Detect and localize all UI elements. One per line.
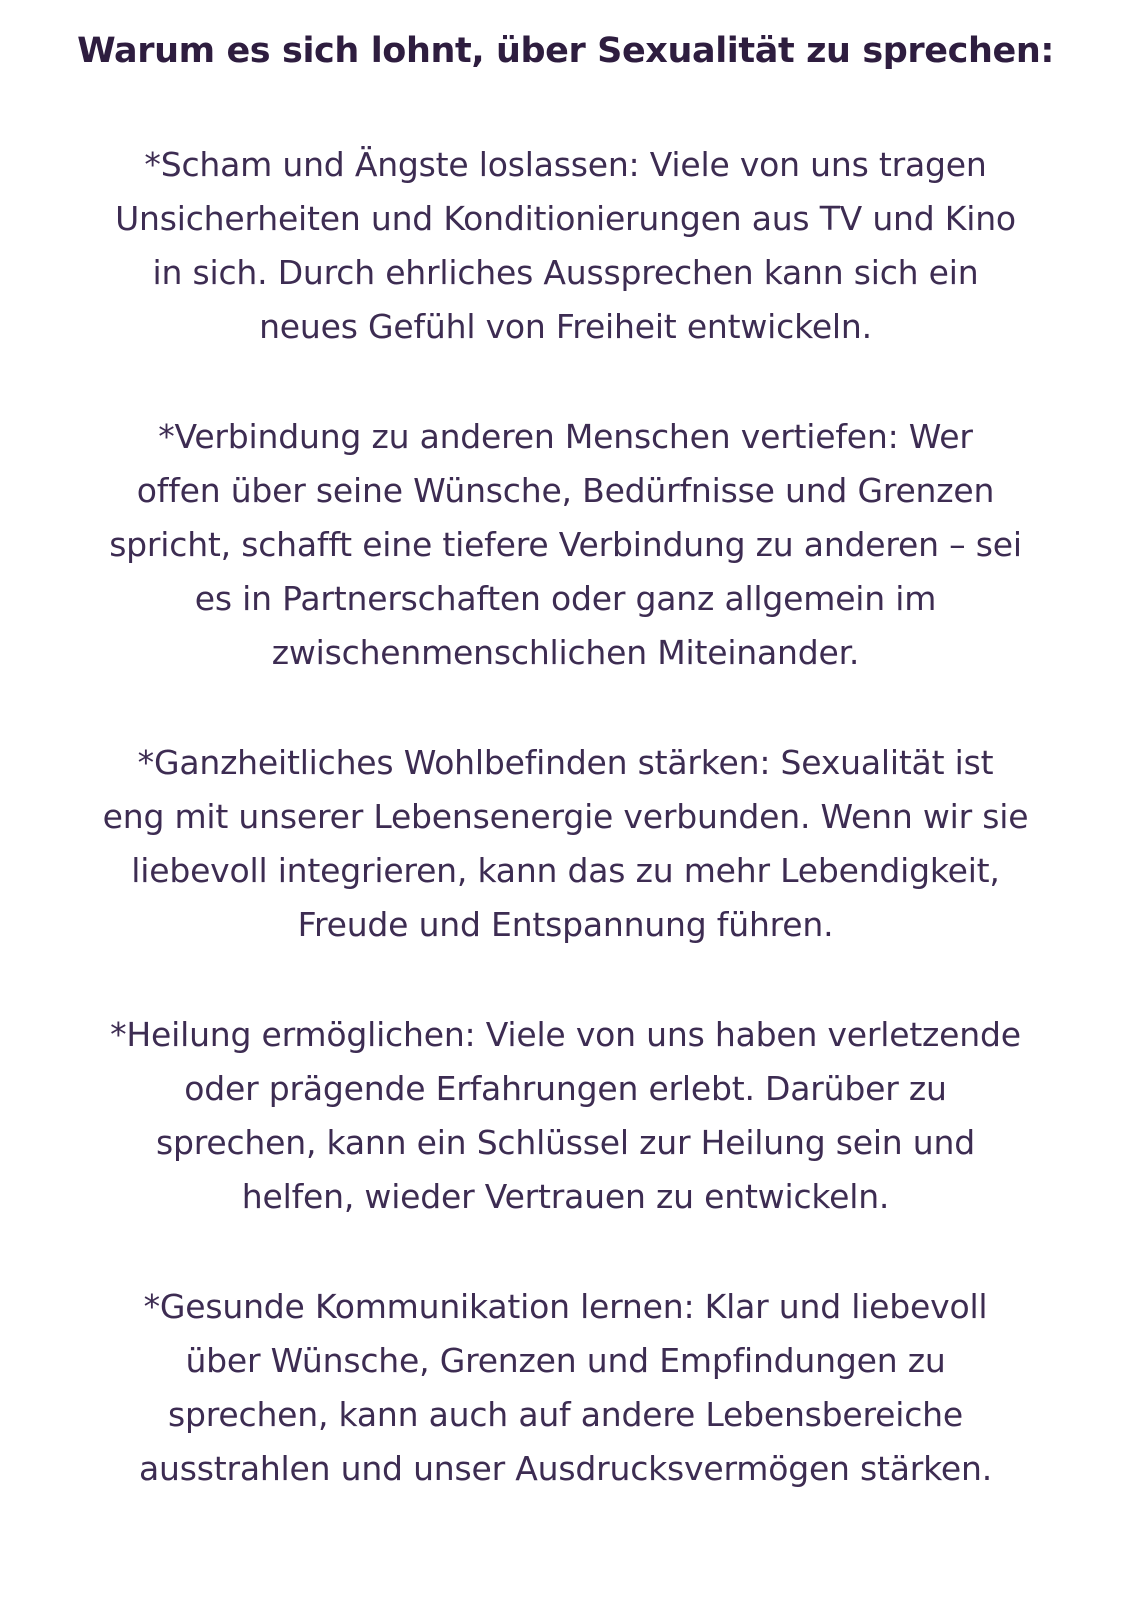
paragraph-line: über Wünsche, Grenzen und Empfindungen zu [185, 1341, 946, 1380]
paragraph-wohlbefinden [0, 736, 1131, 952]
paragraph-line: offen über seine Wünsche, Bedürfnisse und Grenzen [136, 471, 995, 510]
paragraph-line: *Ganzheitliches Wohlbefinden stärken: Sexualität ist [137, 743, 994, 782]
paragraph-line: *Gesunde Kommunikation lernen: Klar und liebevoll [143, 1287, 988, 1326]
paragraph-line: sprechen, kann auch auf andere Lebensbereiche [168, 1395, 963, 1434]
paragraph-line: es in Partnerschaften oder ganz allgemein im [194, 579, 937, 618]
paragraph-line: *Verbindung zu anderen Menschen vertiefen: Wer [158, 417, 973, 456]
paragraph-verbindung [0, 410, 1131, 680]
paragraph-line: helfen, wieder Vertrauen zu entwickeln. [241, 1177, 890, 1216]
paragraph-line: oder prägende Erfahrungen erlebt. Darüber zu [184, 1069, 947, 1108]
paragraph-line: *Scham und Ängste loslassen: Viele von uns tragen [144, 145, 987, 184]
paragraph-line: Freude und Entspannung führen. [297, 905, 834, 944]
paragraph-line: *Heilung ermöglichen: Viele von uns haben verletzende [110, 1015, 1021, 1054]
paragraph-scham-und-aengste [0, 138, 1131, 354]
paragraph-line: eng mit unserer Lebensenergie verbunden. Wenn wir sie [102, 797, 1029, 836]
paragraph-line: neues Gefühl von Freiheit entwickeln. [259, 307, 872, 346]
paragraph-line: ausstrahlen und unser Ausdrucksvermögen stärken. [138, 1449, 993, 1488]
paragraph-heilung [0, 1008, 1131, 1224]
paragraph-line: sprechen, kann ein Schlüssel zur Heilung sein und [156, 1123, 975, 1162]
paragraph-line: spricht, schafft eine tiefere Verbindung zu anderen – sei [109, 525, 1022, 564]
paragraph-line: Unsicherheiten und Konditionierungen aus TV und Kino [115, 199, 1016, 238]
page-title: Warum es sich lohnt, über Sexualität zu sprechen: [77, 31, 1054, 71]
paragraph-line: zwischenmenschlichen Miteinander. [271, 633, 860, 672]
paragraph-line: in sich. Durch ehrliches Aussprechen kann sich ein [152, 253, 979, 292]
paragraph-line: liebevoll integrieren, kann das zu mehr Lebendigkeit, [131, 851, 1000, 890]
paragraph-kommunikation [0, 1280, 1131, 1496]
